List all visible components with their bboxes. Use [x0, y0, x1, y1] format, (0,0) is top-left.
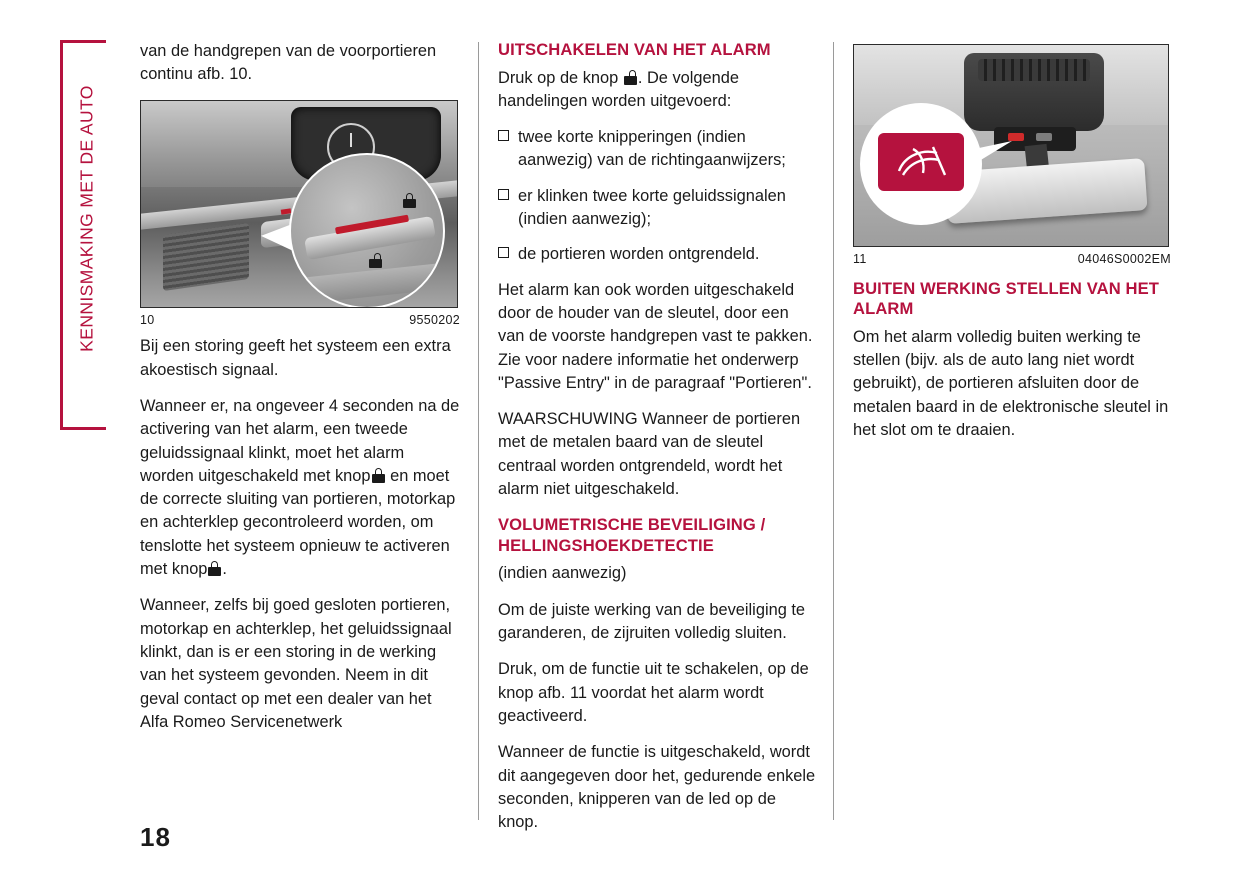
bullet-square-icon [498, 130, 509, 141]
callout-magnifier [289, 153, 445, 308]
paragraph-if-present: (indien aanwezig) [498, 564, 627, 583]
paragraph-second-signal-text-b: en moet de correcte sluiting van portieren, motorkap en achterklep gecontroleerd worden, om tenslotte het systeem opnieuw te activeren met knop [140, 466, 456, 579]
figure-10-caption [140, 312, 460, 330]
column-left [140, 40, 460, 747]
paragraph-second-signal-text-c: . [222, 560, 227, 579]
lock-closed-icon [208, 561, 221, 576]
figure-10 [140, 100, 460, 330]
figure-11-code: 04046S0002EM [1077, 252, 1171, 266]
column-middle [498, 40, 818, 847]
list-item-label: twee korte knipperingen (indien aanwezig) van de richtingaanwijzers; [518, 128, 786, 170]
lock-open-icon [624, 70, 637, 85]
section-heading-deactivate-alarm: BUITEN WERKING STELLEN VAN HET ALARM [853, 278, 1159, 319]
lock-closed-icon [372, 468, 385, 483]
module-grille-shape [978, 59, 1090, 81]
paragraph-continuation: van de handgrepen van de voorportieren continu afb. 10. [140, 42, 437, 84]
page-number: 18 [140, 822, 171, 852]
chapter-tab-label: KENNISMAKING MET DE AUTO [76, 85, 97, 352]
speaker-grille-shape [163, 223, 249, 291]
column-divider-1 [478, 42, 479, 820]
list-item [498, 185, 818, 232]
paragraph-second-signal [140, 395, 460, 581]
figure-11-image [853, 44, 1169, 247]
paragraph-passive-entry: Het alarm kan ook worden uitgeschakeld door de houder van de sleutel, door een van de voorste handgrepen vast te pakken. Zie voor nadere informatie het onderwerp "Passive Entry" in de paragraaf "Portieren". [498, 280, 813, 392]
figure-10-image [140, 100, 458, 308]
paragraph-deactivate-alarm: Om het alarm volledig buiten werking te stellen (bijv. als de auto lang niet wordt gebruikt), de portieren afsluiten door de metalen baard in de elektronische sleutel in het slot om te draaien. [853, 327, 1169, 440]
list-item-label: de portieren worden ontgrendeld. [518, 245, 760, 264]
paragraph-deactivate: Druk, om de functie uit te schakelen, op de knop afb. 11 voordat het alarm wordt geactiveerd. [498, 660, 809, 725]
figure-10-code: 9550202 [409, 312, 460, 327]
figure-10-number: 10 [140, 312, 155, 327]
list-item [498, 126, 818, 173]
column-right [853, 40, 1171, 455]
figure-11-number: 11 [853, 252, 867, 266]
figure-11 [853, 44, 1171, 269]
press-button-text-b: . De volgende handelingen worden uitgevoerd: [498, 68, 739, 110]
column-divider-2 [833, 42, 834, 820]
bullet-square-icon [498, 189, 509, 200]
press-button-text-a: Druk op de knop [498, 68, 619, 87]
bullet-square-icon [498, 247, 509, 258]
paragraph-led-blink: Wanneer de functie is uitgeschakeld, wordt dit aangegeven door het, gedurende enkele seconden, knipperen van de led op de knop. [498, 743, 816, 832]
volumetric-button-led [1008, 133, 1024, 141]
figure-11-caption [853, 251, 1171, 269]
volumetric-protection-badge [878, 133, 964, 191]
paragraph-warning: WAARSCHUWING Wanneer de portieren met de metalen baard van de sleutel centraal worden ontgrendeld, wordt het alarm niet uitgeschakeld. [498, 410, 801, 499]
paragraph-close-windows: Om de juiste werking van de beveiliging te garanderen, de zijruiten volledig sluiten. [498, 600, 806, 643]
callout-magnifier [860, 103, 982, 225]
volumetric-protection-icon [893, 145, 949, 179]
paragraph-malfunction: Wanneer, zelfs bij goed gesloten portieren, motorkap en achterklep, het geluidssignaal klinkt, dan is er een storing in de werking van het systeem gevonden. Neem in dit geval contact op met een dealer van het Alfa Romeo Servicenetwerk [140, 596, 452, 731]
paragraph-second-signal-text-a: Wanneer er, na ongeveer 4 seconden na de activering van het alarm, een tweede geluidssignaal klinkt, moet het alarm worden uitgeschakeld met knop [140, 396, 460, 485]
section-heading-disable-alarm: UITSCHAKELEN VAN HET ALARM [498, 40, 771, 59]
list-item-label: er klinken twee korte geluidssignalen (indien aanwezig); [518, 186, 786, 229]
handle-highlight-mark [281, 208, 292, 214]
paragraph-fault-signal: Bij een storing geeft het systeem een extra akoestisch signaal. [140, 337, 451, 379]
chapter-tab [60, 40, 106, 430]
lock-closed-icon [403, 193, 416, 208]
list-item [498, 243, 818, 266]
section-heading-volumetric: VOLUMETRISCHE BEVEILIGING / HELLINGSHOEKDETECTIE [498, 515, 766, 555]
secondary-button-shape [1036, 133, 1052, 141]
lock-open-icon [369, 253, 382, 268]
paragraph-press-button [498, 67, 818, 114]
